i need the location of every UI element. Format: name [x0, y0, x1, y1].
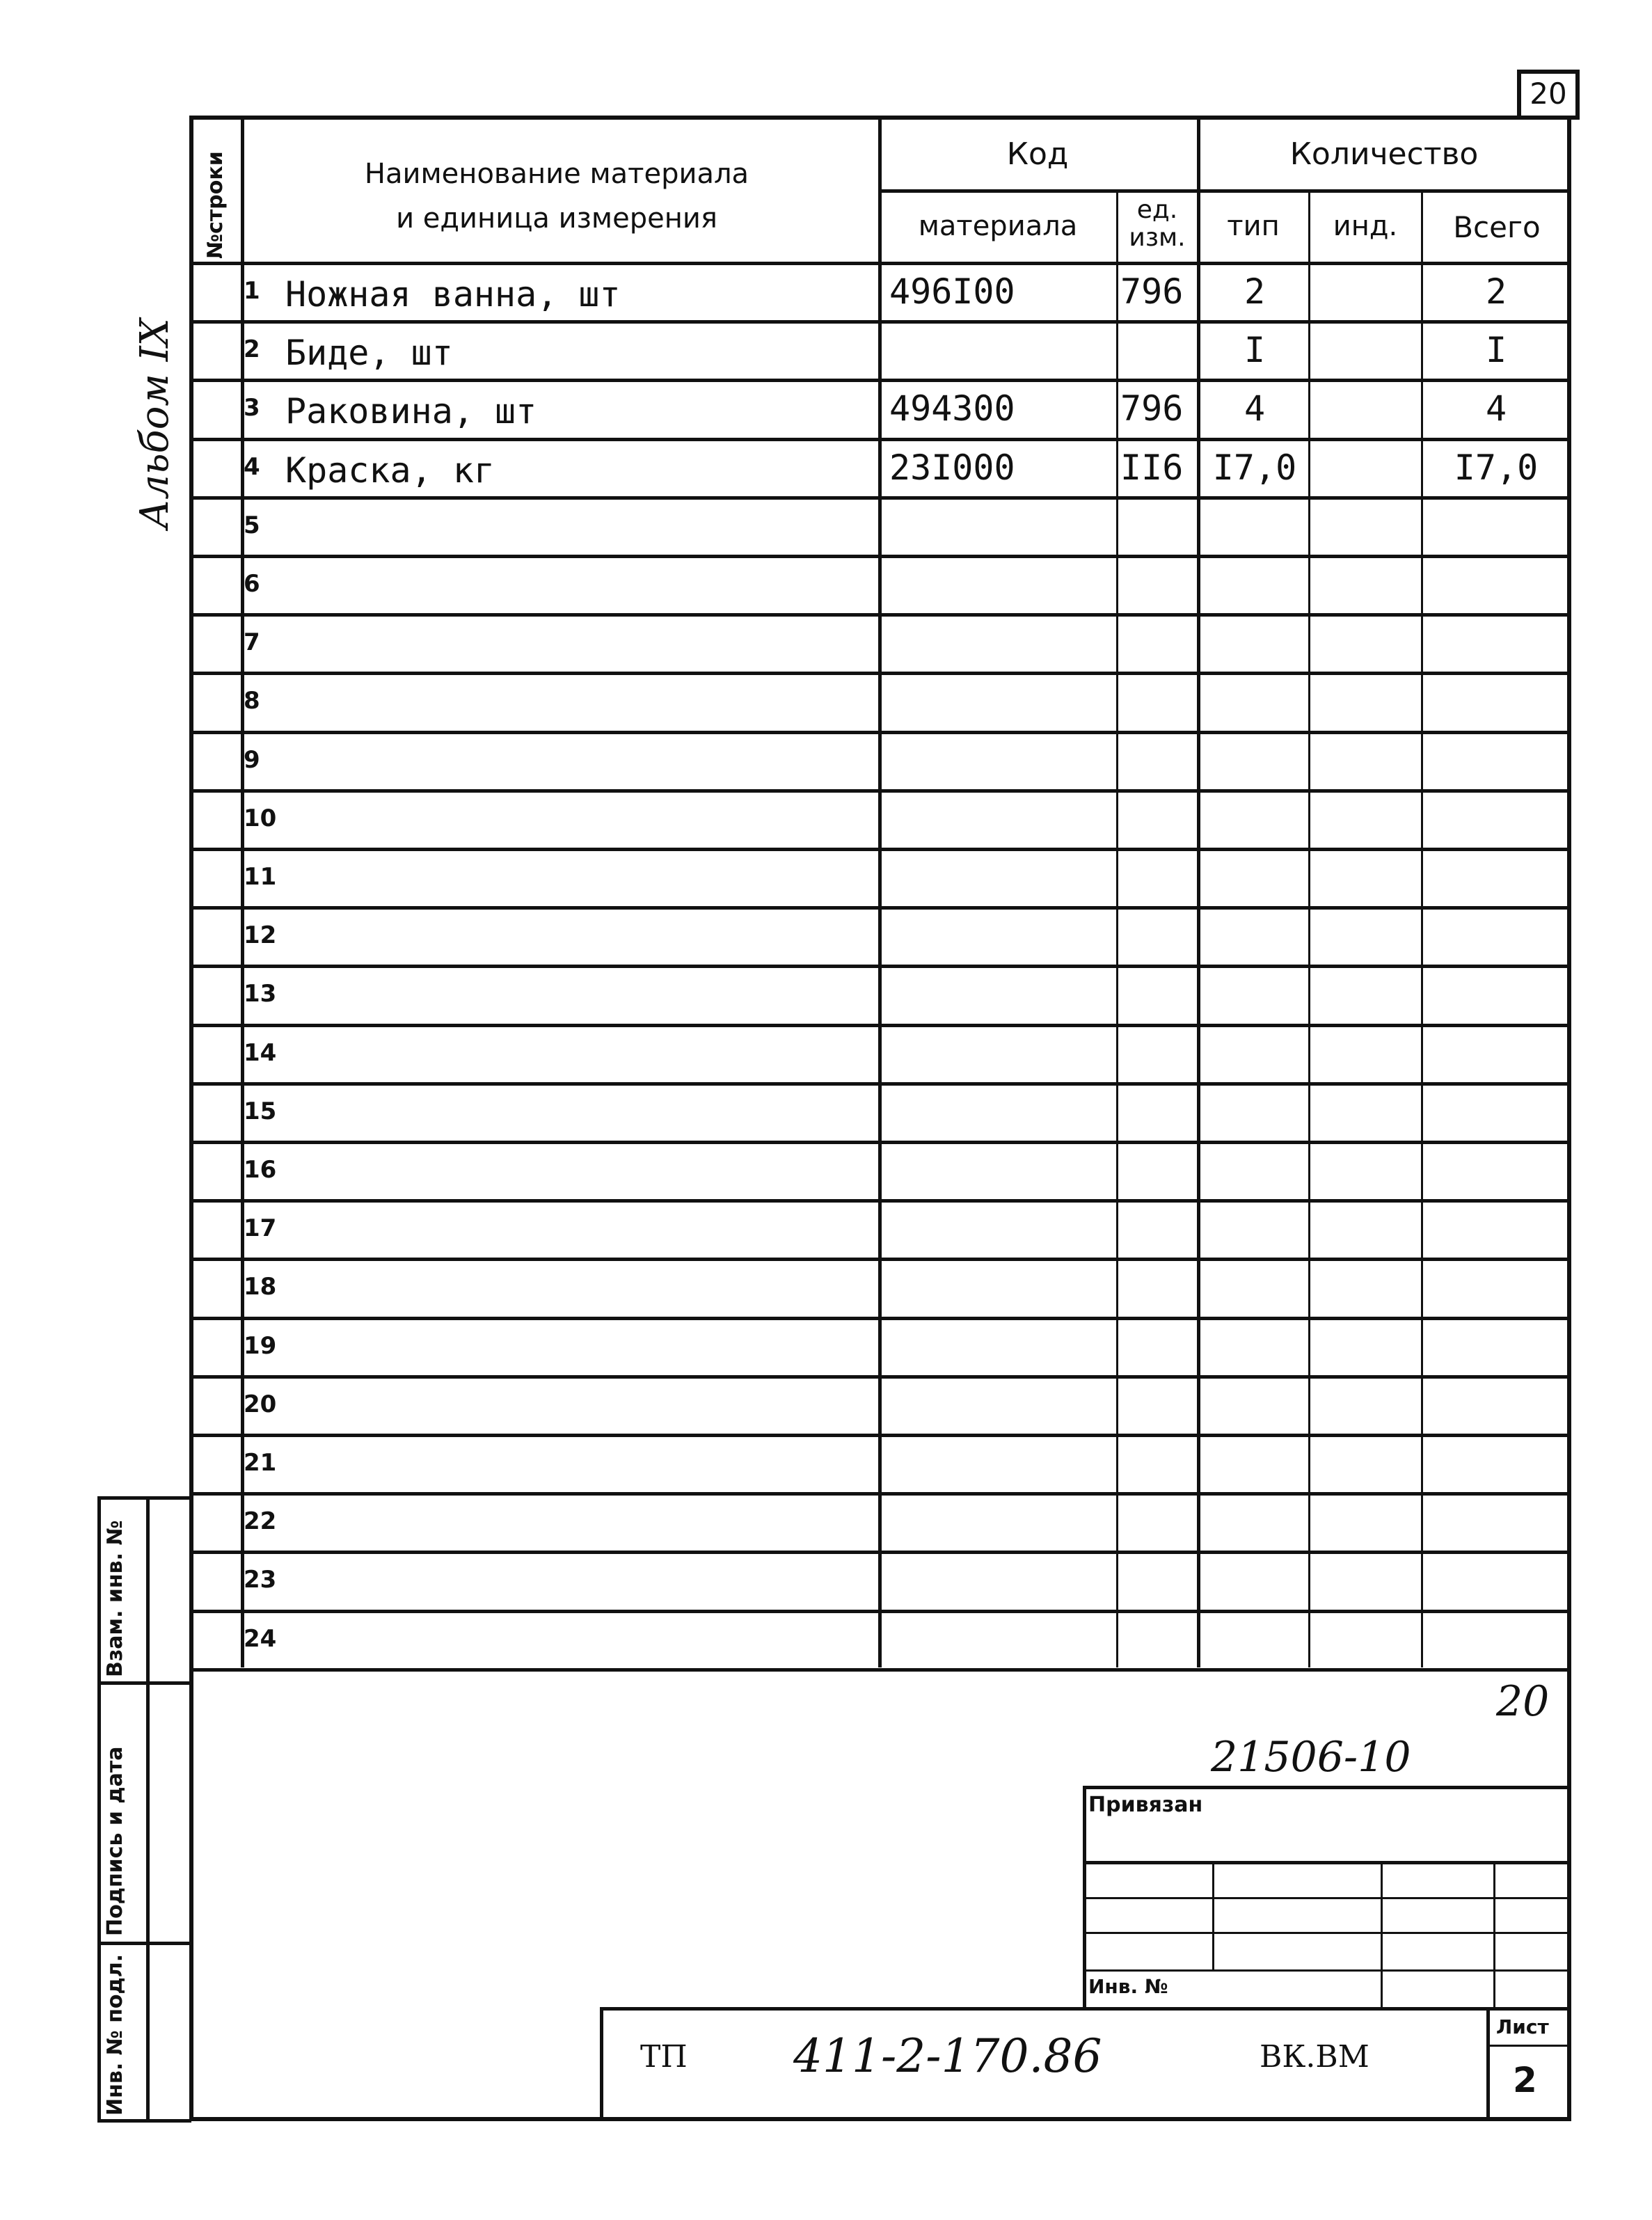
row-separator — [189, 1434, 1571, 1437]
project-number: 411-2-170.86 — [793, 2029, 1102, 2083]
qty-group-header: Количество — [1289, 136, 1479, 172]
row-separator — [189, 1492, 1571, 1496]
qty-total: 2 — [1485, 271, 1507, 312]
vzam-inv-label: Взам. инв. № — [103, 1520, 127, 1677]
material-name: Раковина, шт — [285, 391, 537, 432]
podpis-data-label: Подпись и дата — [103, 1746, 127, 1936]
document-code: ВК.ВМ — [1260, 2039, 1369, 2075]
row-number: 12 — [244, 921, 277, 950]
row-number: 9 — [244, 745, 260, 774]
row-number: 20 — [244, 1390, 277, 1418]
qty-ind-header: инд. — [1333, 210, 1398, 242]
material-code: 23I000 — [889, 447, 1015, 488]
row-separator — [189, 1375, 1571, 1379]
row-number: 10 — [244, 804, 277, 832]
row-separator — [189, 379, 1571, 382]
row-separator — [189, 555, 1571, 558]
row-number: 2 — [244, 335, 260, 364]
row-number: 5 — [244, 511, 260, 539]
list-number: 2 — [1513, 2060, 1537, 2100]
row-number: 3 — [244, 394, 260, 422]
qty-type: I7,0 — [1212, 447, 1297, 488]
row-separator — [189, 1668, 1571, 1672]
row-separator — [189, 1024, 1571, 1027]
qty-total: I7,0 — [1454, 447, 1539, 488]
row-number: 7 — [244, 628, 260, 657]
handwritten-number: 21506-10 — [1211, 1733, 1411, 1782]
page-number: 20 — [1530, 77, 1567, 111]
row-number: 1 — [244, 277, 260, 305]
unit-code: 796 — [1120, 271, 1184, 312]
qty-total: 4 — [1485, 388, 1507, 429]
row-separator — [189, 320, 1571, 324]
row-separator — [189, 731, 1571, 734]
material-name: Биде, шт — [285, 333, 453, 374]
privyazan-label: Привязан — [1088, 1793, 1203, 1817]
qty-type-header: тип — [1227, 210, 1280, 242]
row-separator — [189, 906, 1571, 910]
code-group-header: Код — [1006, 136, 1069, 172]
material-code: 496I00 — [889, 271, 1015, 312]
row-separator — [189, 1199, 1571, 1203]
row-separator — [189, 1317, 1571, 1320]
qty-total: I — [1485, 330, 1507, 371]
row-separator — [189, 1258, 1571, 1261]
material-code: 494300 — [889, 388, 1015, 429]
row-number: 24 — [244, 1624, 277, 1653]
row-separator — [189, 613, 1571, 617]
row-number-header: №строки — [203, 151, 228, 259]
row-separator — [189, 1082, 1571, 1086]
row-separator — [189, 496, 1571, 500]
code-unit-header: ед. изм. — [1129, 196, 1186, 252]
row-number: 8 — [244, 687, 260, 715]
qty-type: I — [1244, 330, 1266, 371]
row-number: 16 — [244, 1156, 277, 1184]
tp-label: ТП — [640, 2039, 688, 2075]
row-separator — [189, 1610, 1571, 1613]
row-number: 19 — [244, 1331, 277, 1360]
row-separator — [189, 438, 1571, 441]
inv-no-label: Инв. № — [1088, 1975, 1168, 1998]
unit-code: II6 — [1120, 447, 1184, 488]
row-number: 15 — [244, 1097, 277, 1125]
name-header: Наименование материала и единица измерения — [364, 158, 749, 235]
row-separator — [189, 1551, 1571, 1554]
row-separator — [189, 1141, 1571, 1144]
margin-note: Альбом IX — [132, 318, 177, 529]
row-number: 14 — [244, 1038, 277, 1067]
row-number: 4 — [244, 452, 260, 481]
qty-total-header: Всего — [1453, 210, 1541, 244]
inv-podl-label: Инв. № подл. — [103, 1953, 127, 2116]
row-separator — [189, 672, 1571, 675]
row-number: 18 — [244, 1273, 277, 1301]
row-separator — [189, 789, 1571, 793]
row-separator — [189, 848, 1571, 851]
unit-code: 796 — [1120, 388, 1184, 429]
row-number: 17 — [244, 1214, 277, 1243]
material-name: Краска, кг — [285, 450, 495, 491]
handwritten-page: 20 — [1496, 1677, 1550, 1726]
row-number: 22 — [244, 1507, 277, 1536]
code-material-header: материала — [918, 210, 1078, 242]
qty-type: 2 — [1244, 271, 1266, 312]
list-label: Лист — [1496, 2015, 1549, 2038]
row-number: 21 — [244, 1449, 277, 1477]
row-number: 13 — [244, 980, 277, 1008]
row-number: 23 — [244, 1566, 277, 1594]
material-name: Ножная ванна, шт — [285, 274, 621, 315]
row-number: 11 — [244, 863, 277, 891]
qty-type: 4 — [1244, 388, 1266, 429]
row-separator — [189, 965, 1571, 968]
row-number: 6 — [244, 570, 260, 598]
